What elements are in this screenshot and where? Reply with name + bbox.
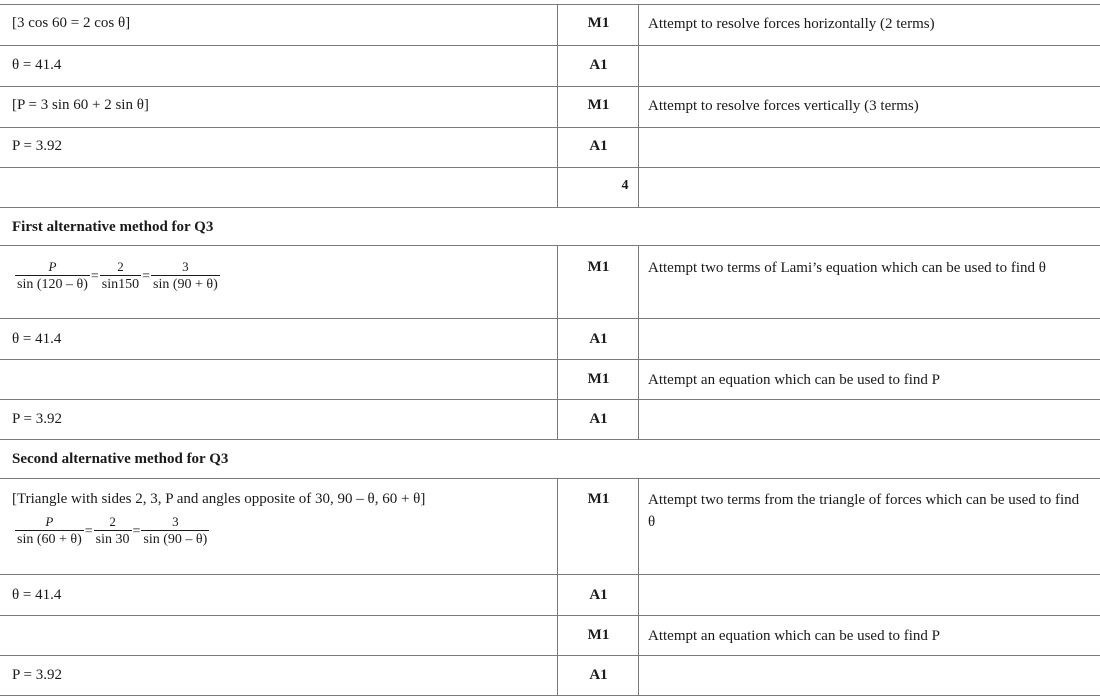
equals-sign: = [132,523,141,539]
fraction [100,259,141,294]
column-rule [638,478,639,695]
fraction [94,514,132,549]
numerator: P [45,514,54,529]
rule [0,167,1100,168]
numerator: 2 [117,259,124,274]
working-text: [P = 3 sin 60 + 2 sin θ] [12,97,149,113]
denominator: sin (120 – θ) [17,277,88,292]
rule [0,45,1100,46]
fraction [15,259,90,294]
column-rule [638,245,639,439]
working-text: P = 3.92 [12,411,62,427]
rule [0,4,1100,5]
rule [0,655,1100,656]
rule [0,439,1100,440]
denominator: sin (60 + θ) [17,532,82,547]
denominator: sin (90 + θ) [153,277,218,292]
denominator: sin150 [101,277,140,292]
mark-code: M1 [587,491,610,507]
numerator: P [48,259,57,274]
fraction [141,514,209,549]
mark-code: M1 [587,15,610,31]
numerator: 3 [172,514,179,529]
mark-code: A1 [589,57,608,73]
triangle-equation [15,514,209,549]
working-text: θ = 41.4 [12,331,62,347]
column-rule [638,4,639,207]
total-marks: 4 [621,178,629,193]
equals-sign: = [84,523,93,539]
denominator: sin 30 [95,532,130,547]
working-text: P = 3.92 [12,667,62,683]
working-text: θ = 41.4 [12,57,62,73]
guidance-note: Attempt an equation which can be used to find P [648,372,941,388]
mark-code: A1 [589,411,608,427]
mark-code: M1 [587,371,610,387]
working-text: θ = 41.4 [12,587,62,603]
mark-code: A1 [589,667,608,683]
rule [0,478,1100,479]
mark-code: A1 [589,331,608,347]
column-rule [557,4,558,207]
equals-sign: = [90,268,99,284]
working-text: P = 3.92 [12,138,62,154]
rule [0,318,1100,319]
numerator: 3 [182,259,189,274]
rule [0,695,1100,696]
guidance-note: Attempt an equation which can be used to find P [648,628,941,644]
fraction [15,514,84,549]
rule [0,207,1100,208]
working-text: [3 cos 60 = 2 cos θ] [12,15,131,31]
fraction [151,259,220,294]
working-text: [Triangle with sides 2, 3, P and angles opposite of 30, 90 – θ, 60 + θ] [12,491,426,507]
rule [0,127,1100,128]
equals-sign: = [142,268,151,284]
rule [0,245,1100,246]
rule [0,615,1100,616]
rule [0,86,1100,87]
mark-code: M1 [587,259,610,275]
guidance-note: Attempt two terms from the triangle of forces which can be used to find θ [648,492,1080,530]
section-heading: Second alternative method for Q3 [12,451,229,467]
column-rule [557,245,558,439]
column-rule [557,478,558,695]
guidance-note: Attempt two terms of Lami’s equation which can be used to find θ [648,260,1046,276]
mark-code: A1 [589,587,608,603]
lami-equation [15,259,220,294]
guidance-note: Attempt to resolve forces vertically (3 terms) [648,98,919,114]
rule [0,359,1100,360]
section-heading: First alternative method for Q3 [12,219,214,235]
denominator: sin (90 – θ) [143,532,208,547]
numerator: 2 [109,514,116,529]
rule [0,574,1100,575]
guidance-note: Attempt to resolve forces horizontally (2 terms) [648,16,935,32]
rule [0,399,1100,400]
mark-code: M1 [587,97,610,113]
mark-code: A1 [589,138,608,154]
mark-code: M1 [587,627,610,643]
